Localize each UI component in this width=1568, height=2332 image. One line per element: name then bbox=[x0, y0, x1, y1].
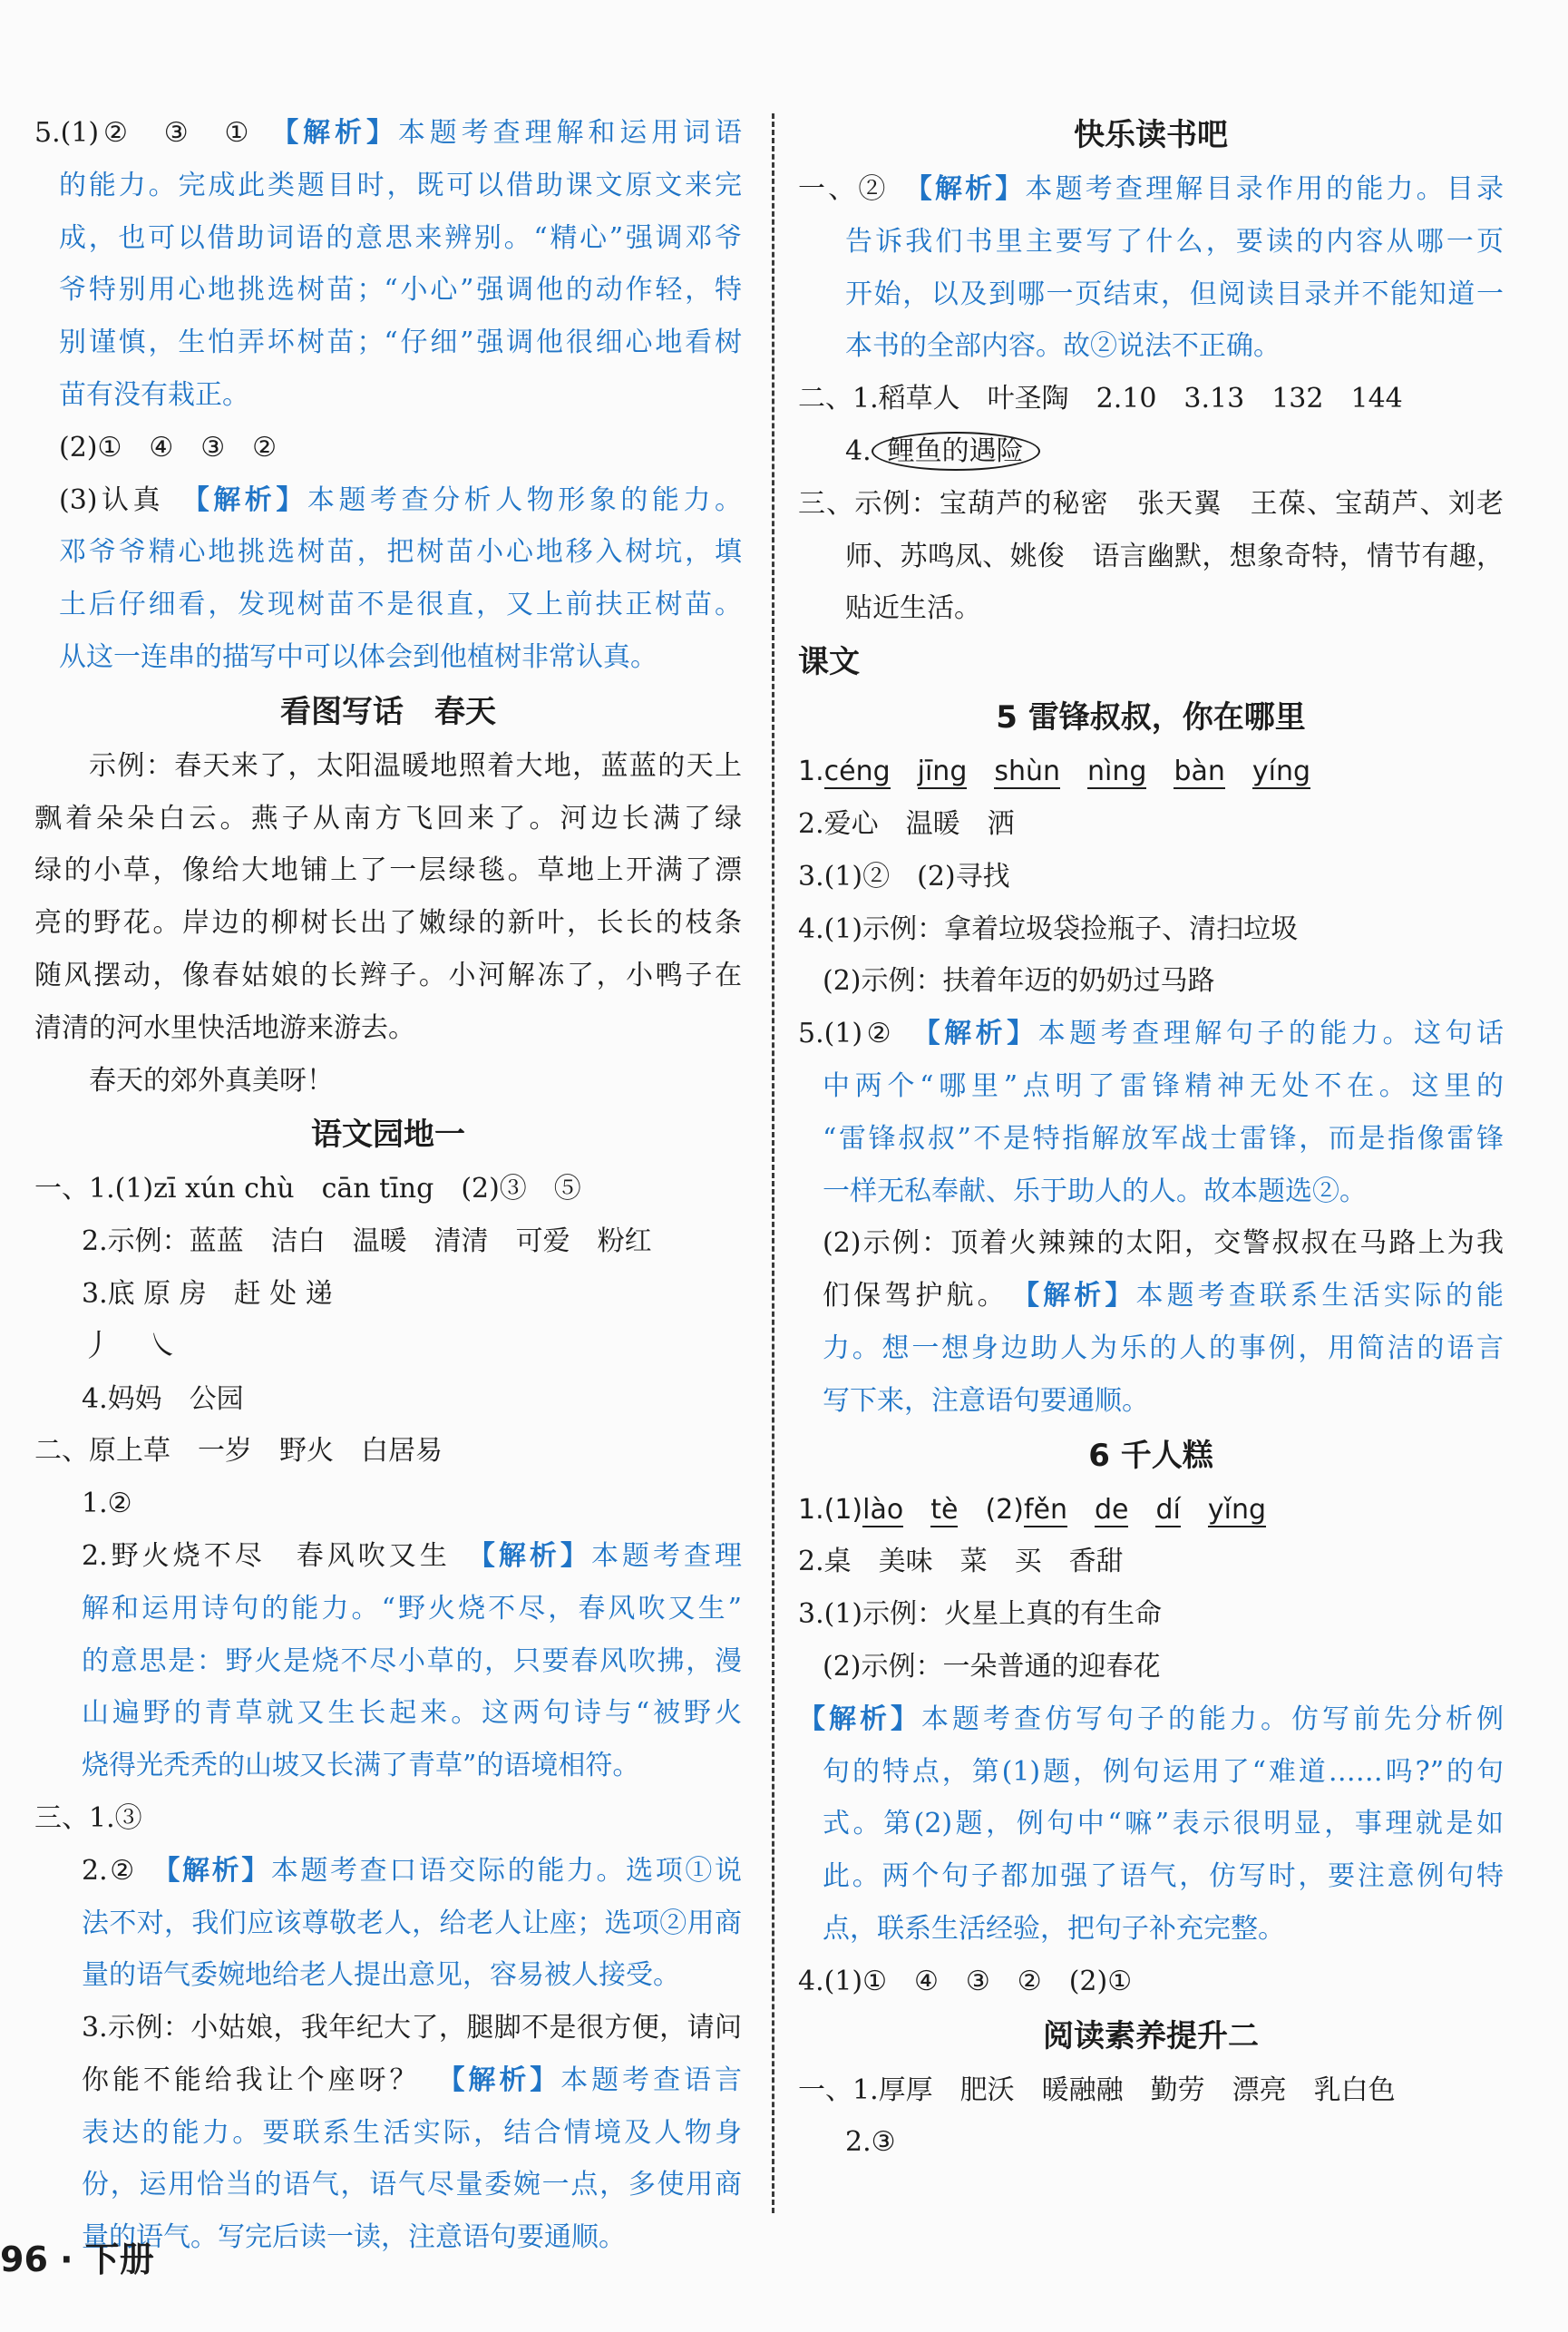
text-line: 告诉我们书里主要写了什么，要读的内容从哪一页 bbox=[845, 225, 1504, 258]
text-line: 苗有没有栽正。 bbox=[59, 378, 249, 411]
text-line: 成，也可以借助词语的意思来辨别。“精心”强调邓爷 bbox=[59, 221, 742, 254]
text-line: 4.妈妈 公园 bbox=[82, 1382, 244, 1415]
left-column bbox=[34, 107, 742, 2264]
text-line: 邓爷爷精心地挑选树苗，把树苗小心地移入树坑，填 bbox=[59, 536, 742, 569]
text-line: 随风摆动，像春姑娘的长辫子。小河解冻了，小鸭子在 bbox=[34, 959, 742, 991]
text-line: 一、1.(1)zī xún chù cān tīng (2)③ ⑤ bbox=[34, 1173, 581, 1205]
analysis-tag: 【解析】 bbox=[166, 1854, 271, 1887]
text-line: 点，联系生活经验，把句子补充完整。 bbox=[823, 1912, 1285, 1945]
text-line: 3.(1)示例：火星上真的有生命 bbox=[798, 1598, 1163, 1631]
text-line: 法不对，我们应该尊敬老人，给老人让座；选项②用商 bbox=[82, 1907, 742, 1939]
text-line: 开始，以及到哪一页结束，但阅读目录并不能知道一 bbox=[845, 278, 1504, 310]
section-title: 快乐读书吧 bbox=[1074, 117, 1228, 153]
pinyin: shùn bbox=[994, 756, 1061, 788]
text-line: 土后仔细看，发现树苗不是很直，又上前扶正树苗。 bbox=[59, 589, 742, 621]
text-line: 别谨慎，生怕弄坏树苗；“仔细”强调他很细心地看树 bbox=[59, 327, 742, 359]
section-label: 课文 bbox=[798, 644, 860, 681]
text-line: 二、1.稻草人 叶圣陶 2.10 3.13 132 144 bbox=[798, 383, 1403, 415]
text-line: 1.② bbox=[82, 1488, 132, 1520]
pinyin: bàn bbox=[1174, 756, 1225, 788]
pinyin: de bbox=[1094, 1493, 1129, 1526]
text-line: 二、原上草 一岁 野火 白居易 bbox=[34, 1435, 443, 1468]
text-line: (2)示例：顶着火辣辣的太阳，交警叔叔在马路上为我 bbox=[823, 1227, 1504, 1260]
section-title: 看图写话 春天 bbox=[280, 693, 496, 730]
lesson-title: 5 雷锋叔叔，你在哪里 bbox=[996, 699, 1306, 737]
text-line: 此。两个句子都加强了语气，仿写时，要注意例句特 bbox=[823, 1860, 1504, 1893]
text-line: 式。第(2)题，例句中“嘛”表示很明显，事理就是如 bbox=[823, 1808, 1504, 1840]
right-column bbox=[798, 107, 1504, 2169]
text-line: (2)示例：一朵普通的迎春花 bbox=[823, 1650, 1161, 1683]
text-line: 5.(1)② ③ ① 【解析】本题考查理解和运用词语 bbox=[34, 117, 743, 149]
text-line: 们保驾护航。 【解析】本题考查联系生活实际的能 bbox=[823, 1280, 1505, 1312]
section-title: 阅读素养提升二 bbox=[1043, 2017, 1259, 2054]
text-line: (2)① ④ ③ ② bbox=[59, 431, 278, 463]
page-footer: 96 · 下册 bbox=[0, 2239, 154, 2279]
text-line: 亮的野花。岸边的柳树长出了嫩绿的新叶，长长的枝条 bbox=[34, 907, 742, 940]
analysis-tag: 【解析】 bbox=[1025, 1280, 1136, 1312]
text-line: 示例：春天来了，太阳温暖地照着大地，蓝蓝的天上 bbox=[89, 749, 742, 782]
text-line: 一、1.厚厚 肥沃 暖融融 勤劳 漂亮 乳白色 bbox=[798, 2073, 1396, 2106]
text-line: 你能不能给我让个座呀？ 【解析】本题考查语言 bbox=[82, 2064, 743, 2096]
text-line: 4. 鲤鱼的遇险 bbox=[798, 425, 1504, 478]
pinyin: tè bbox=[930, 1493, 959, 1526]
stroke-glyphs: 丿 ㇏ bbox=[82, 1327, 191, 1364]
text-line: 4.(1)① ④ ③ ② (2)① bbox=[798, 1965, 1133, 1997]
text-line: 中两个“哪里”点明了雷锋精神无处不在。这里的 bbox=[823, 1069, 1504, 1102]
text-line: 烧得光秃秃的山坡又长满了青草”的语境相符。 bbox=[82, 1750, 640, 1782]
text-line: 2.② 【解析】本题考查口语交际的能力。选项①说 bbox=[82, 1854, 743, 1887]
text-line: 的意思是：野火是烧不尽小草的，只要春风吹拂，漫 bbox=[82, 1644, 742, 1677]
text-line: 飘着朵朵白云。燕子从南方飞回来了。河边长满了绿 bbox=[34, 802, 742, 834]
text-line: 2.爱心 温暖 洒 bbox=[798, 807, 1015, 840]
text-line: 山遍野的青草就又生长起来。这两句诗与“被野火 bbox=[82, 1697, 742, 1730]
text-line: “雷锋叔叔”不是特指解放军战士雷锋，而是指像雷锋 bbox=[823, 1122, 1504, 1155]
text-line: 份，运用恰当的语气，语气尽量委婉一点，多使用商 bbox=[82, 2169, 742, 2201]
text-line: (3)认真 【解析】本题考查分析人物形象的能力。 bbox=[59, 483, 743, 516]
text-line: 表达的能力。要联系生活实际，结合情境及人物身 bbox=[82, 2116, 742, 2149]
pinyin-line: 1.(1)lào tè (2)fěn de dí yǐng bbox=[798, 1493, 1267, 1526]
text-line: 三、示例：宝葫芦的秘密 张天翼 王葆、宝葫芦、刘老 bbox=[798, 487, 1504, 520]
lesson-title: 6 千人糕 bbox=[1088, 1437, 1213, 1474]
analysis-tag: 【解析】 bbox=[918, 173, 1026, 205]
pinyin-line: 1.céng jīng shùn nìng bàn yíng bbox=[798, 756, 1311, 788]
circled-answer: 鲤鱼的遇险 bbox=[872, 432, 1040, 471]
pinyin: yǐng bbox=[1207, 1493, 1267, 1526]
pinyin: dí bbox=[1155, 1493, 1181, 1526]
text-line: 春天的郊外真美呀！ bbox=[89, 1064, 334, 1097]
text-line: 【解析】本题考查仿写句子的能力。仿写前先分析例 bbox=[798, 1703, 1504, 1735]
text-line: 2.野火烧不尽 春风吹又生 【解析】本题考查理 bbox=[82, 1539, 743, 1572]
analysis-tag: 【解析】 bbox=[481, 1539, 591, 1572]
text-line: 2.桌 美味 菜 买 香甜 bbox=[798, 1546, 1124, 1578]
text-line: 句的特点，第(1)题，例句运用了“难道……吗?”的句 bbox=[823, 1755, 1504, 1788]
text-line: 3.(1)② (2)寻找 bbox=[798, 860, 1010, 893]
text-line: 绿的小草，像给大地铺上了一层绿毯。草地上开满了漂 bbox=[34, 854, 742, 887]
text-line: 一、② 【解析】本题考查理解目录作用的能力。目录 bbox=[798, 173, 1505, 205]
text-line: 量的语气。写完后读一读，注意语句要通顺。 bbox=[82, 2221, 626, 2254]
text-line: 三、1.③ bbox=[34, 1801, 142, 1834]
text-line: 3.底 原 房 赶 处 递 bbox=[82, 1277, 333, 1310]
analysis-tag: 【解析】 bbox=[195, 483, 307, 516]
pinyin: yíng bbox=[1251, 756, 1311, 788]
pinyin: fěn bbox=[1023, 1493, 1067, 1526]
text-line: 写下来，注意语句要通顺。 bbox=[823, 1384, 1149, 1417]
text-line: 力。想一想身边助人为乐的人的事例，用简洁的语言 bbox=[823, 1332, 1504, 1364]
pinyin: nìng bbox=[1087, 756, 1147, 788]
text-line: 解和运用诗句的能力。“野火烧不尽，春风吹又生” bbox=[82, 1592, 742, 1625]
analysis-tag: 【解析】 bbox=[285, 117, 398, 149]
text-line: (2)示例：扶着年迈的奶奶过马路 bbox=[823, 965, 1215, 998]
text-line: 清清的河水里快活地游来游去。 bbox=[34, 1011, 415, 1044]
column-divider bbox=[772, 113, 774, 2213]
text-line: 从这一连串的描写中可以体会到他植树非常认真。 bbox=[59, 640, 657, 673]
analysis-tag: 【解析】 bbox=[451, 2064, 561, 2096]
text-line: 5.(1)② 【解析】本题考查理解句子的能力。这句话 bbox=[798, 1018, 1505, 1050]
analysis-tag: 【解析】 bbox=[926, 1018, 1038, 1050]
text-line: 量的语气委婉地给老人提出意见，容易被人接受。 bbox=[82, 1959, 680, 1992]
text-line: 3.示例：小姑娘，我年纪大了，腿脚不是很方便，请问 bbox=[82, 2012, 742, 2044]
text-line: 的能力。完成此类题目时，既可以借助课文原文来完 bbox=[59, 169, 742, 201]
text-line: 2.③ bbox=[845, 2126, 896, 2159]
text-line: 师、苏鸣凤、姚俊 语言幽默，想象奇特，情节有趣， bbox=[845, 540, 1504, 572]
analysis-tag: 【解析】 bbox=[798, 1703, 921, 1735]
text-line: 本书的全部内容。故②说法不正确。 bbox=[845, 330, 1281, 363]
text-line: 一样无私奉献、乐于助人的人。故本题选②。 bbox=[823, 1175, 1367, 1207]
pinyin: céng bbox=[823, 756, 891, 788]
text-line: 贴近生活。 bbox=[845, 592, 981, 625]
text-line: 4.(1)示例：拿着垃圾袋捡瓶子、清扫垃圾 bbox=[798, 912, 1299, 945]
text-line: 2.示例：蓝蓝 洁白 温暖 清清 可爱 粉红 bbox=[82, 1225, 652, 1258]
section-title: 语文园地一 bbox=[311, 1117, 465, 1154]
pinyin: lào bbox=[862, 1493, 904, 1526]
text-line: 爷特别用心地挑选树苗；“小心”强调他的动作轻，特 bbox=[59, 274, 742, 307]
pinyin: jīng bbox=[917, 756, 968, 788]
